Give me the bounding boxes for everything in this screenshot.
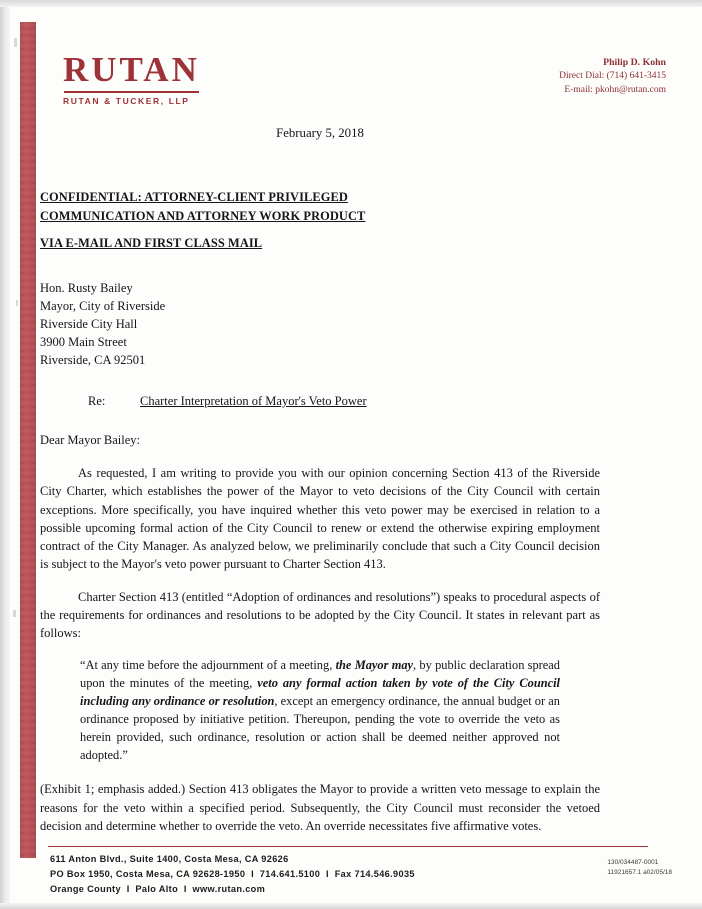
recipient-line-1: Hon. Rusty Bailey xyxy=(40,280,133,295)
attorney-name: Philip D. Kohn xyxy=(603,57,666,68)
subject-label: Re: xyxy=(88,394,106,409)
spacer xyxy=(40,225,600,234)
letter-date: February 5, 2018 xyxy=(276,126,364,140)
confidentiality-line-2: COMMUNICATION AND ATTORNEY WORK PRODUCT xyxy=(40,208,366,223)
scan-edge-bottom xyxy=(0,903,702,909)
recipient-line-4: 3900 Main Street xyxy=(40,335,127,350)
scan-speckle xyxy=(16,300,18,306)
footer-line-1: 611 Anton Blvd., Suite 1400, Costa Mesa, CA 92626 xyxy=(50,854,289,864)
quote-emphasis-2: veto any formal action taken by vote of the City Council including any ordinance or resolution xyxy=(80,676,560,709)
quote-segment-1: “At any time before the adjournment of a meeting, xyxy=(80,658,336,673)
charter-quote-block xyxy=(40,657,600,765)
attorney-direct-dial: Direct Dial: (714) 641-3415 xyxy=(559,71,666,82)
recipient-line-2: Mayor, City of Riverside xyxy=(40,298,166,313)
salutation: Dear Mayor Bailey: xyxy=(40,432,140,447)
quote-emphasis-1: the Mayor may xyxy=(335,658,414,673)
body-paragraph-3: (Exhibit 1; emphasis added.) Section 413 obligates the Mayor to provide a written veto message to explain the reasons for the veto within a specified period. Subsequently, the City Council must reconsider the vetoed decision and determine whether to override the veto. An override necessitates five affirmative votes. xyxy=(40,782,600,833)
subject-text: Charter Interpretation of Mayor's Veto Power xyxy=(140,394,367,409)
letterhead xyxy=(55,30,670,122)
document-code-1: 130/034487-0001 xyxy=(607,859,659,866)
firm-logo xyxy=(63,52,200,106)
footer-address-block xyxy=(50,852,415,898)
letterhead-vertical-bar xyxy=(20,22,36,858)
quote-segment-2: , by public declaration spread upon the minutes of the meeting, xyxy=(80,658,561,691)
firm-logo-wordmark: RUTAN xyxy=(63,50,200,89)
confidentiality-line-1: CONFIDENTIAL: ATTORNEY-CLIENT PRIVILEGED xyxy=(40,189,348,204)
subject-line xyxy=(40,393,600,410)
scan-speckle xyxy=(13,610,16,617)
footer-line-3: Orange County I Palo Alto I www.rutan.com xyxy=(50,884,266,895)
document-codes xyxy=(607,858,672,878)
recipient-address-block xyxy=(40,279,600,370)
footer-line-2: PO Box 1950, Costa Mesa, CA 92628-1950 I 714.641.5100 I Fax 714.546.9035 xyxy=(50,869,415,880)
scan-edge-top xyxy=(0,0,702,7)
recipient-line-3: Riverside City Hall xyxy=(40,316,138,331)
letter-body xyxy=(40,125,600,850)
footer-divider xyxy=(48,846,648,847)
confidentiality-notice xyxy=(40,188,600,253)
scan-edge-left xyxy=(0,0,10,909)
firm-logo-rule xyxy=(64,91,199,93)
firm-logo-subtitle: RUTAN & TUCKER, LLP xyxy=(63,96,190,106)
attorney-contact-block xyxy=(559,56,666,98)
scan-speckle xyxy=(14,38,17,47)
attorney-email: E-mail: pkohn@rutan.com xyxy=(564,84,666,95)
recipient-line-5: Riverside, CA 92501 xyxy=(40,353,146,368)
document-code-2: 11921657.1 a02/05/18 xyxy=(607,868,672,876)
body-paragraph-1: As requested, I am writing to provide you with our opinion concerning Section 413 of the Riverside City Charter, which establishes the power of the Mayor to veto decisions of the City Council with certain exceptions. More specifically, you have inquired whether this veto power may be exercised in relation to a possible upcoming formal action of the City Council to renew or extend the otherwise expiring employment contract of the City Manager. As analyzed below, we preliminarily conclude that such a City Council decision is subject to the Mayor's veto power pursuant to Charter Section 413. xyxy=(40,466,600,571)
body-paragraph-2: Charter Section 413 (entitled “Adoption of ordinances and resolutions”) speaks to procedural aspects of the requirements for ordinances and resolutions to be adopted by the City Council. It states in relevant part as follows: xyxy=(40,590,600,641)
quote-segment-3: , except an emergency ordinance, the annual budget or an ordinance proposed by initiative petition. Thereupon, pending the vote to override the veto as herein provided, such ordinance, resolution or action shall be deemed neither approved not adopted.” xyxy=(80,694,560,763)
delivery-method-line: VIA E-MAIL AND FIRST CLASS MAIL xyxy=(40,236,263,251)
